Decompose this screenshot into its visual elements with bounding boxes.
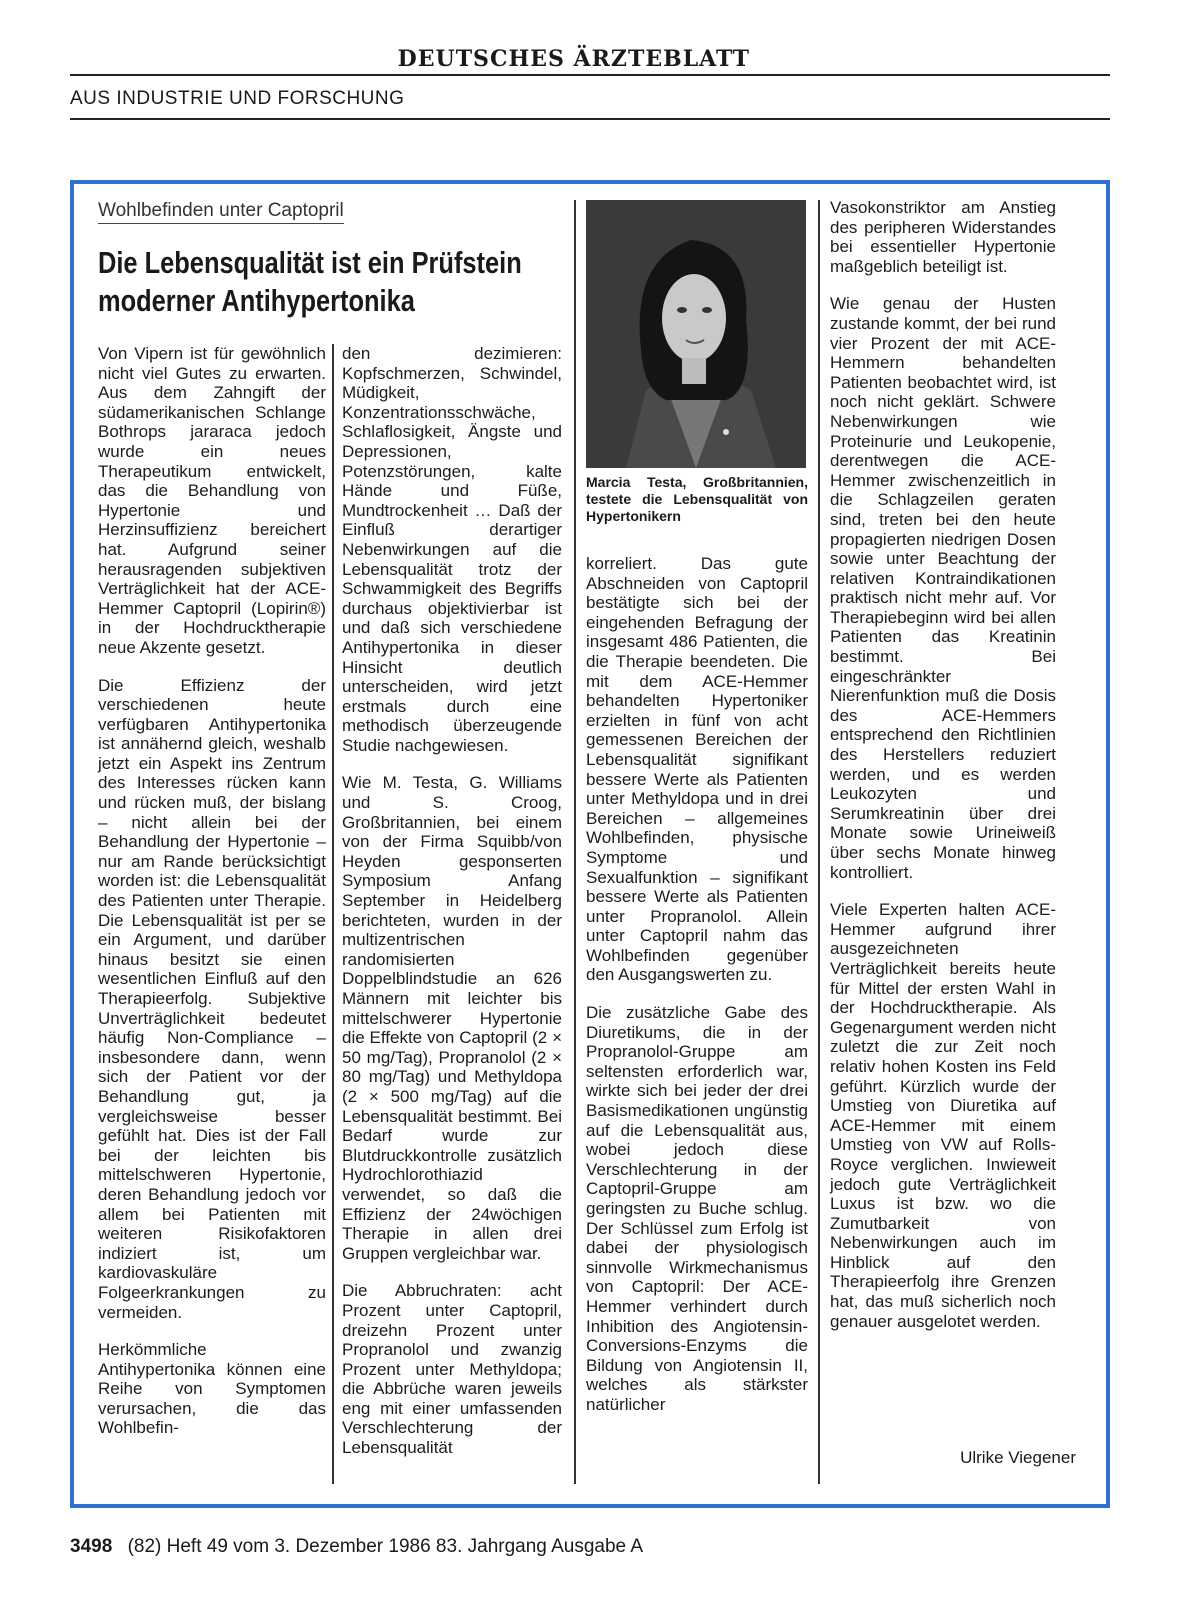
author-name: Ulrike Viegener — [960, 1448, 1076, 1467]
page-number: 3498 — [70, 1536, 113, 1557]
paragraph: Die Effizienz der verschiedenen heute verfügbaren Antihypertonika ist annähernd gleich, weshalb jetzt ein Aspekt ins Zentrum des Interesses rücken kann und rücken muß, der bislang – nicht allein bei der Behandlung der Hypertonie – nur am Rande berücksichtigt worden ist: die Lebensqualität des Patienten unter Therapie. Die Lebensqualität ist per se ein Argument, und darüber hinaus besitzt sie einen wesentlichen Einfluß auf den Therapieerfolg. Subjektive Unverträglichkeit bedeutet häufig Non-Compliance – insbesondere dann, wenn sich der Patient vor der Behandlung gut, ja vergleichsweise besser gefühlt hat. Dies ist der Fall bei der leichten bis mittelschweren Hypertonie, deren Behandlung jedoch vor allem bei Patienten mit weiteren Risikofaktoren indiziert ist, um kardiovaskuläre Folgeerkrankungen zu vermeiden. — [98, 675, 326, 1322]
issue-info: (82) Heft 49 vom 3. Dezember 1986 83. Jahrgang Ausgabe A — [127, 1536, 643, 1557]
paragraph: Von Vipern ist für gewöhnlich nicht viel Gutes zu erwarten. Aus dem Zahngift der südamerikanischen Schlange Bothrops jararaca jedoch wurde ein neues Therapeutikum entwickelt, das die Behandlung von Hypertonie und Herzinsuffizienz bereichert hat. Aufgrund seiner herausragenden subjektiven Verträglichkeit hat der ACE-Hemmer Captopril (Lopirin®) in der Hochdrucktherapie neue Akzente gesetzt. — [98, 344, 326, 657]
paragraph: Wie genau der Husten zustande kommt, der bei rund vier Prozent der mit ACE-Hemmern behandelten Patienten beobachtet wird, ist noch nicht geklärt. Schwere Nebenwirkungen wie Proteinurie und Leukopenie, derentwegen die ACE-Hemmer zwischenzeitlich in die Schlagzeilen geraten sind, treten bei den heute propagierten niedrigen Dosen sowie unter Beachtung der relativen Kontraindikationen praktisch nicht mehr auf. Vor Therapiebeginn wird bei allen Patienten das Kreatinin bestimmt. Bei eingeschränkter Nierenfunktion muß die Dosis des ACE-Hemmers entsprechend den Richtlinien des Herstellers reduziert werden, und es werden Leukozyten und Serumkreatinin über drei Monate sowie Urineiweiß über sechs Monate hinweg kontrolliert. — [830, 294, 1056, 882]
paragraph: den dezimieren: Kopfschmerzen, Schwindel, Müdigkeit, Konzentrationsschwäche, Schlaflosigkeit, Ängste und Depressionen, Potenzstörungen, kalte Hände und Füße, Mundtrockenheit … Daß der Einfluß derartiger Nebenwirkungen auf die Lebensqualität trotz der Schwammigkeit des Begriffs durchaus objektivierbar ist und daß sich verschiedene Antihypertonika in dieser Hinsicht deutlich unterscheiden, wird jetzt erstmals durch eine methodisch überzeugende Studie nachgewiesen. — [342, 344, 562, 755]
portrait-image — [586, 200, 806, 468]
paragraph: Wie M. Testa, G. Williams und S. Croog, Großbritannien, bei einem von der Firma Squibb/von Heyden gesponserten Symposium Anfang September in Heidelberg berichteten, wurden in der multizentrischen randomisierten Doppelblindstudie an 626 Männern mit leichter bis mittelschwerer Hypertonie die Effekte von Captopril (2 × 50 mg/Tag), Propranolol (2 × 80 mg/Tag) und Methyldopa (2 × 500 mg/Tag) auf die Lebensqualität bestimmt. Bei Bedarf wurde zur Blutdruckkontrolle zusätzlich Hydrochlorothiazid verwendet, so daß die Effizienz der 24wöchigen Therapie in allen drei Gruppen vergleichbar war. — [342, 773, 562, 1263]
page-footer — [70, 1536, 643, 1558]
article-column-2 — [342, 344, 562, 1476]
column-divider — [332, 344, 334, 1484]
article-column-3 — [586, 554, 808, 1433]
column-divider — [818, 200, 820, 1484]
paragraph: Die zusätzliche Gabe des Diuretikums, die in der Propranolol-Gruppe am seltensten erforderlich war, wirkte sich bei jeder der drei Basismedikationen ungünstig auf die Lebensqualität aus, wobei jedoch diese Verschlechterung in der Captopril-Gruppe am geringsten zu Buche schlug. Der Schlüssel zum Erfolg ist dabei der physiologisch sinnvolle Wirkmechanismus von Captopril: Der ACE-Hemmer verhindert durch Inhibition des Angiotensin-Conversions-Enzyms die Bildung von Angiotensin II, welches als stärkster natürlicher — [586, 1003, 808, 1414]
section-rule — [70, 118, 1110, 120]
article-column-1 — [98, 344, 326, 1456]
paragraph: korreliert. Das gute Abschneiden von Captopril bestätigte sich bei der eingehenden Befragung der insgesamt 486 Patienten, die die Therapie beendeten. Die mit dem ACE-Hemmer behandelten Hypertoniker erzielten in fünf von acht gemessenen Bereichen der Lebensqualität signifikant bessere Werte als Patienten unter Methyldopa und in drei Bereichen – allgemeines Wohlbefinden, physische Symptome und Sexualfunktion – signifikant bessere Werte als Patienten unter Propranolol. Allein unter Captopril nahm das Wohlbefinden gegenüber den Ausgangswerten zu. — [586, 554, 808, 985]
section-title: AUS INDUSTRIE UND FORSCHUNG — [70, 88, 405, 109]
masthead — [70, 44, 1110, 76]
article-headline: Die Lebensqualität ist ein Prüfstein moderner Antihypertonika — [98, 245, 522, 318]
photo-caption: Marcia Testa, Großbritannien, testete die Lebensqualität von Hypertonikern — [586, 474, 808, 524]
article-box — [70, 180, 1110, 1508]
article-column-4 — [830, 198, 1056, 1349]
paragraph: Vasokonstriktor am Anstieg des peripheren Widerstandes bei essentieller Hypertonie maßgeblich beteiligt ist. — [830, 198, 1056, 276]
column-divider — [574, 200, 576, 1484]
journal-title: DEUTSCHES ÄRZTEBLATT — [397, 46, 750, 72]
paragraph: Die Abbruchraten: acht Prozent unter Captopril, dreizehn Prozent unter Propranolol und zwanzig Prozent unter Methyldopa; die Abbrüche waren jeweils eng mit einer umfassenden Verschlechterung der Lebensqualität — [342, 1281, 562, 1458]
portrait-photo — [586, 200, 806, 468]
article-kicker: Wohlbefinden unter Captopril — [98, 200, 344, 224]
paragraph: Herkömmliche Antihypertonika können eine Reihe von Symptomen verursachen, die das Wohlbefin- — [98, 1340, 326, 1438]
paragraph: Viele Experten halten ACE-Hemmer aufgrund ihrer ausgezeichneten Verträglichkeit bereits heute für Mittel der ersten Wahl in der Hochdrucktherapie. Als Gegenargument werden nicht zuletzt die zur Zeit noch relativ hohen Kosten ins Feld geführt. Kürzlich wurde der Umstieg von Diuretika auf ACE-Hemmer mit einem Umstieg von VW auf Rolls-Royce verglichen. Inwieweit jedoch gute Verträglichkeit Luxus ist bzw. wo die Zumutbarkeit von Nebenwirkungen auch im Hinblick auf den Therapieerfolg ihre Grenzen hat, das muß sicherlich noch genauer ausgelotet werden. — [830, 900, 1056, 1331]
